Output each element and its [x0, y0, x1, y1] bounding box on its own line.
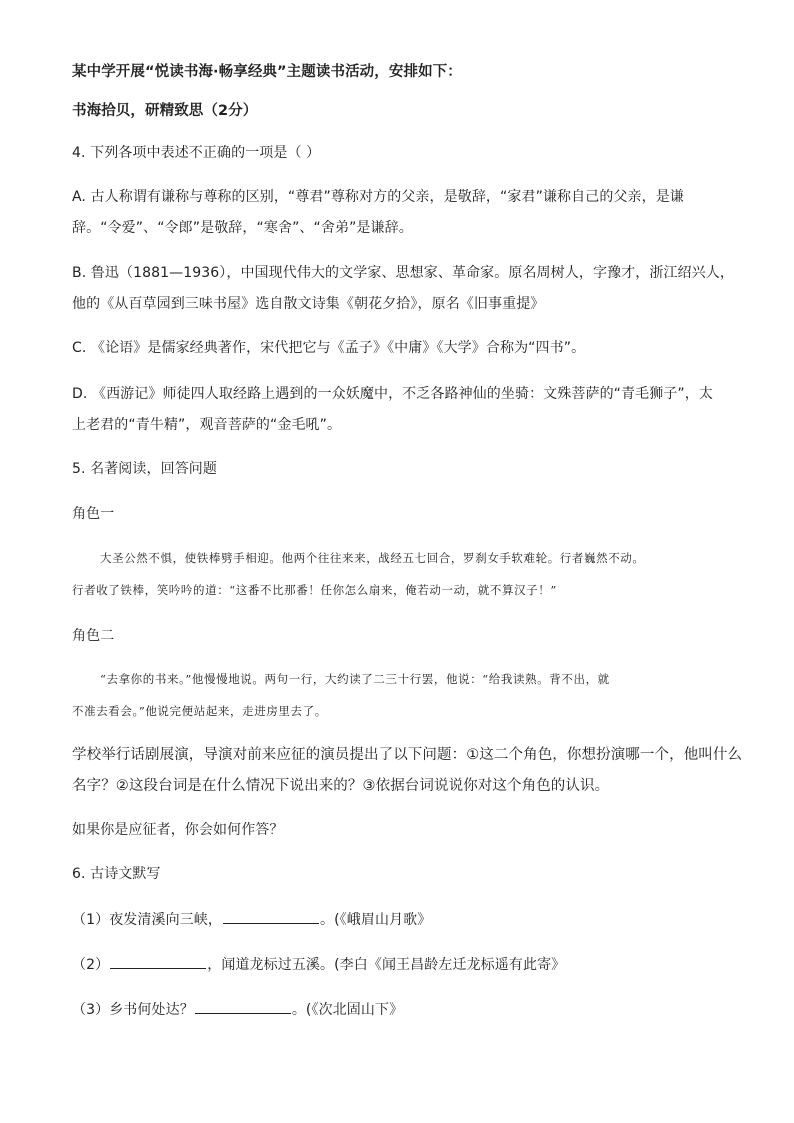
q6-stem: 6. 古诗文默写 [72, 866, 161, 882]
q4-option-a-line1: A. 古人称谓有谦称与尊称的区别，“尊君”尊称对方的父亲，是敬辞，“家君”谦称自己的父亲，是谦 [72, 189, 684, 205]
q5-question: 如果你是应征者，你会如何作答？ [72, 822, 284, 838]
q4-stem: 4. 下列各项中表述不正确的一项是（ ） [72, 145, 321, 161]
q5-stem: 5. 名著阅读，回答问题 [72, 461, 218, 477]
answer-blank[interactable] [223, 909, 319, 924]
q4-option-c: C. 《论语》是儒家经典著作，宋代把它与《孟子》《中庸》《大学》合称为“四书”。 [72, 340, 586, 356]
q6-item-1-prefix: （1）夜发清溪向三峡， [72, 912, 223, 928]
q5-task-line2: 名字？②这段台词是在什么情况下说出来的？③依据台词说说你对这个角色的认识。 [72, 778, 610, 794]
q4-option-d-line1: D. 《西游记》师徒四人取经路上遇到的一众妖魔中，不乏各路神仙的坐骑：文殊菩萨的“青毛狮子”，太 [72, 386, 713, 402]
activity-title: 某中学开展“悦读书海·畅享经典”主题读书活动，安排如下： [72, 64, 462, 80]
q6-item-3-suffix: 。(《次北固山下》 [291, 1002, 404, 1018]
q6-item-1 [72, 909, 431, 930]
q6-item-3 [72, 999, 403, 1020]
q6-item-3-prefix: （3）乡书何处达？ [72, 1002, 194, 1018]
q4-option-d-line2: 上老君的“青牛精”，观音菩萨的“金毛吼”。 [72, 417, 342, 433]
role2-excerpt-line2: 不准去看会。”他说完便站起来，走进房里去了。 [72, 704, 327, 718]
answer-blank[interactable] [110, 954, 206, 969]
q6-item-2 [72, 954, 565, 975]
q6-item-2-suffix: ，闻道龙标过五溪。(李白《闻王昌龄左迁龙标遥有此寄》 [207, 957, 566, 973]
section-heading: 书海拾贝，研精致思（2分） [72, 103, 258, 119]
role1-excerpt-line2: 行者收了铁棒，笑吟吟的道：“这番不比那番！任你怎么扇来，俺若动一动，就不算汉子！” [72, 583, 557, 597]
role1-excerpt-line1: 大圣公然不惧，使铁棒劈手相迎。他两个往往来来，战经五七回合，罗刹女手软难轮。行者巍然不动。 [100, 551, 645, 565]
role1-label: 角色一 [72, 506, 115, 522]
q5-task-line1: 学校举行话剧展演，导演对前来应征的演员提出了以下问题：①这二个角色，你想扮演哪一个，他叫什么 [72, 747, 743, 763]
q4-option-a-line2: 辞。“令爱”、“令郎”是敬辞，“寒舍”、“舍弟”是谦辞。 [72, 220, 413, 236]
role2-excerpt-line1: “去拿你的书来。”他慢慢地说。两句一行，大约读了二三十行罢，他说：“给我读熟。背不出，就 [100, 672, 610, 686]
answer-blank[interactable] [195, 999, 291, 1014]
q6-item-2-prefix: （2） [72, 957, 110, 973]
role2-label: 角色二 [72, 628, 115, 644]
q4-option-b-line1: B. 鲁迅（1881—1936），中国现代伟大的文学家、思想家、革命家。原名周树人，字豫才，浙江绍兴人， [72, 265, 734, 281]
q4-option-b-line2: 他的《从百草园到三味书屋》选自散文诗集《朝花夕拾》，原名《旧事重提》 [72, 296, 545, 312]
q6-item-1-suffix: 。(《峨眉山月歌》 [320, 912, 432, 928]
